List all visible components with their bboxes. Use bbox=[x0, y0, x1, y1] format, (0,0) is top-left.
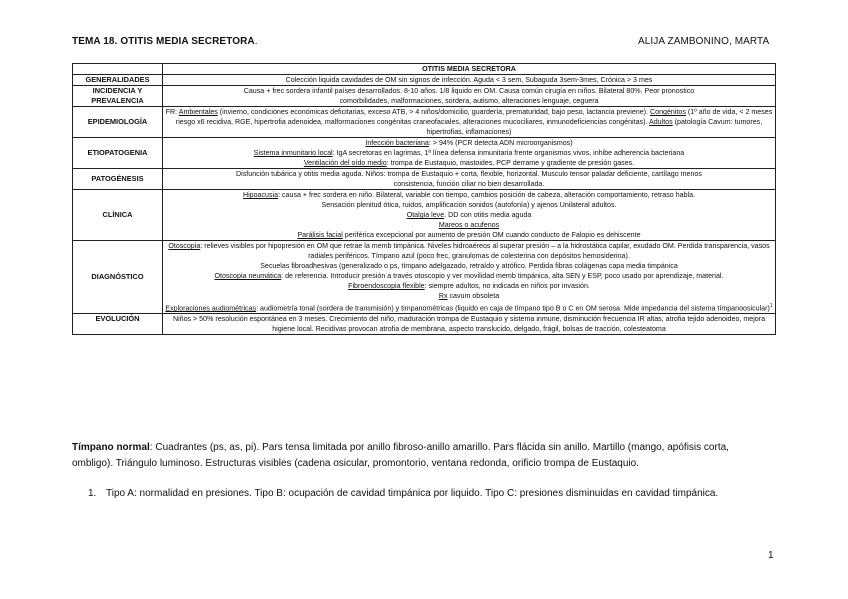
footnote bbox=[88, 486, 768, 502]
row-label: PATOGÉNESIS bbox=[73, 169, 163, 190]
content-line bbox=[165, 281, 773, 291]
row-content bbox=[163, 190, 776, 241]
term-text: (invierno, condiciones económicas deficitarias, exceso ATB, > 4 niños/domicilio, guardería, prematuridad, bajo peso, lactancia previene). bbox=[217, 108, 650, 116]
table-row bbox=[73, 75, 776, 86]
table-header-row bbox=[73, 64, 776, 75]
term-text: : IgA secretoras en lagrimas, 1ª línea defensa inmunitaria frente organismos vivos, inhibe adherencia bacteriana bbox=[332, 149, 685, 157]
term-text: : > 94% (PCR detecta ADN microorganismos) bbox=[428, 139, 573, 147]
fr-prefix: FR: bbox=[165, 108, 179, 116]
timpano-heading: Tímpano normal bbox=[72, 442, 150, 453]
term-neumatica: Otoscopia neumática bbox=[214, 272, 282, 280]
content-line bbox=[165, 220, 773, 230]
term-congenitos: Congénitos bbox=[650, 108, 686, 116]
row-content bbox=[163, 169, 776, 190]
content-line: consistencia, función ciliar no bien desarrollada. bbox=[393, 180, 545, 188]
author-name: ALIJA ZAMBONINO, MARTA bbox=[638, 36, 770, 47]
content-line: Sensación plenitud ótica, ruidos, amplificación sonidos (autofonía) y ajenos Unilateral adultos. bbox=[321, 201, 617, 209]
timpano-text: : Cuadrantes (ps, as, pi). Pars tensa limitada por anillo fibroso-anillo amarillo. Pars flácida sin anillo. Martillo (mango, apófisis corta, ombligo). Triángulo luminoso. Estructuras visibles (cadena osicular, promontorio, ventana redonda, orificio trompa de Eustaquio. bbox=[72, 442, 729, 469]
term-paralisis: Parálisis facial bbox=[297, 231, 343, 239]
table-row bbox=[73, 169, 776, 190]
title-text: TEMA 18. OTITIS MEDIA SECRETORA bbox=[72, 36, 255, 47]
term-otalgia: Otalgia leve bbox=[406, 211, 445, 219]
footnote-marker[interactable]: 1 bbox=[769, 303, 773, 309]
page-number: 1 bbox=[768, 550, 774, 561]
term-mareos: Mareos o acufenos bbox=[438, 221, 500, 229]
content-line bbox=[165, 271, 773, 281]
term-text: : trompa de Eustaquio, mastoides, PCP derrame y gradiente de presión gases. bbox=[386, 159, 635, 167]
summary-table bbox=[72, 63, 776, 335]
table-row bbox=[73, 190, 776, 241]
term-text: periférica excepcional por aumento de presión OM cuando conducto de Falopio es dehiscente bbox=[342, 231, 641, 239]
row-content bbox=[163, 107, 776, 138]
timpano-normal-paragraph bbox=[72, 440, 772, 472]
content-line bbox=[165, 190, 773, 200]
row-label: GENERALIDADES bbox=[73, 75, 163, 86]
label-line: PREVALENCIA bbox=[91, 96, 144, 105]
term-fibroendoscopia: Fibroendoscopia flexible bbox=[348, 282, 425, 290]
row-content bbox=[163, 241, 776, 314]
empty-header-cell bbox=[73, 64, 163, 75]
row-label: EPIDEMIOLOGÍA bbox=[73, 107, 163, 138]
term-text: . DD con otitis media aguda bbox=[444, 211, 532, 219]
row-label: DIAGNÓSTICO bbox=[73, 241, 163, 314]
content-line bbox=[165, 148, 773, 158]
table-row bbox=[73, 107, 776, 138]
term-text: (1º año de vida, < 2 meses riesgo x6 recidiva, RGE, hipertrofia adenoidea, malformaciones congénitas craneofaciales, alteraciones mucociliares, inmunodeficiencias congénitas). bbox=[175, 108, 773, 126]
term-ventilacion: Ventilación del oído medio bbox=[303, 159, 387, 167]
term-text: : siempre adultos, no indicada en niños por invasión. bbox=[424, 282, 590, 290]
content-line: Causa + frec sordera infantil países desarrollados. 8-10 años. 1/8 liquido en OM. Causa común cirugía en niños. Bilateral 80%. Peor pronostico bbox=[243, 87, 695, 95]
term-text: : de referencia. Introducir presión a través otoscopio y ver movilidad memb timpánica, alta SEN y ESP, poco usado por aprendizaje, material. bbox=[281, 272, 724, 280]
term-otoscopia: Otoscopia bbox=[168, 242, 201, 250]
content-line bbox=[165, 291, 773, 301]
row-label bbox=[73, 86, 163, 107]
row-content: Niños > 50% resolución espontánea en 3 meses. Crecimiento del niño, maduración trompa de Eustaquio y sistema inmune, disminución frecuencia IR altas, atrofia tejido adenoideo, mejora higiene local. Recidivas provocan atrofia de membrana, aspecto translucido, delgado, frágil, bolsas de tracción, colesteatoma bbox=[163, 314, 776, 335]
term-adultos: Adultos bbox=[649, 118, 673, 126]
content-line: Disfunción tubárica y otitis media aguda. Niños: trompa de Eustaquio + corta, flexible, horizontal. Musculo tensor paladar deficiente, cartílago menos bbox=[236, 170, 702, 178]
term-hipoacusia: Hipoacusia bbox=[242, 191, 279, 199]
term-text: : relieves visibles por hipopresión en OM que retrae la memb timpánica. Niveles hidroaéreos al superar presión – a la hidrostática capilar, exudado OM. Perdida transparencia, vasos radiales periféricos. Tímpano azul (poco frec, granulomas de colesterina con depósitos hemosiderina). bbox=[200, 242, 770, 260]
term-text: cavum obsoleta bbox=[447, 292, 500, 300]
content-line bbox=[165, 158, 773, 168]
row-label: ETIOPATOGENIA bbox=[73, 138, 163, 169]
term-rx: Rx bbox=[438, 292, 448, 300]
content-line bbox=[165, 301, 773, 313]
row-label: EVOLUCIÓN bbox=[73, 314, 163, 335]
document-title bbox=[72, 36, 258, 47]
term-text: : causa + frec sordera en niño. Bilateral, variable con tiempo, cambios posición de cabeza, alteración comportamiento, retraso habla. bbox=[278, 191, 696, 199]
content-line: Secuelas fibroadhesivas (generalizado o ps, tímpano adelgazado, retraído y atrófico. Perdida fibras colágenas capa media timpánica bbox=[260, 262, 678, 270]
term-ambientales: Ambientales bbox=[178, 108, 218, 116]
term-infeccion: Infección bacteriana bbox=[365, 139, 429, 147]
row-content: Colección liquida cavidades de OM sin signos de infección. Aguda < 3 sem, Subaguda 3sem-3mes, Crónica > 3 mes bbox=[163, 75, 776, 86]
content-line bbox=[165, 241, 773, 261]
content-line bbox=[165, 138, 773, 148]
table-row bbox=[73, 138, 776, 169]
table-row bbox=[73, 241, 776, 314]
row-label: CLÍNICA bbox=[73, 190, 163, 241]
footnote-number: 1. bbox=[88, 488, 97, 499]
column-header: OTITIS MEDIA SECRETORA bbox=[163, 64, 776, 75]
term-text: : audiometría tonal (sordera de transmisión) y timpanométricas (liquido en caja de tímpano tipo B o C en OM serosa. Mide impedancia del sistema tímpanoosicular) bbox=[256, 304, 770, 313]
table-row bbox=[73, 314, 776, 335]
label-line: INCIDENCIA Y bbox=[92, 86, 143, 95]
content-line: comorbilidades, malformaciones, sordera, autismo, alteraciones lenguaje, ceguera bbox=[339, 97, 599, 105]
content-line bbox=[165, 210, 773, 220]
term-sistema: Sistema inmunitario local bbox=[253, 149, 333, 157]
content-line bbox=[165, 230, 773, 240]
table-row bbox=[73, 86, 776, 107]
row-content bbox=[163, 86, 776, 107]
term-exploraciones: Exploraciones audiométricas bbox=[165, 304, 257, 313]
term-text: (patología Cavum: tumores, hipertrofias, inflamaciones) bbox=[426, 118, 763, 136]
row-content bbox=[163, 138, 776, 169]
title-dot: . bbox=[254, 36, 258, 47]
footnote-text: Tipo A: normalidad en presiones. Tipo B: ocupación de cavidad timpánica por liquido. Tipo C: presiones disminuidas en cavidad timpánica. bbox=[106, 488, 719, 499]
